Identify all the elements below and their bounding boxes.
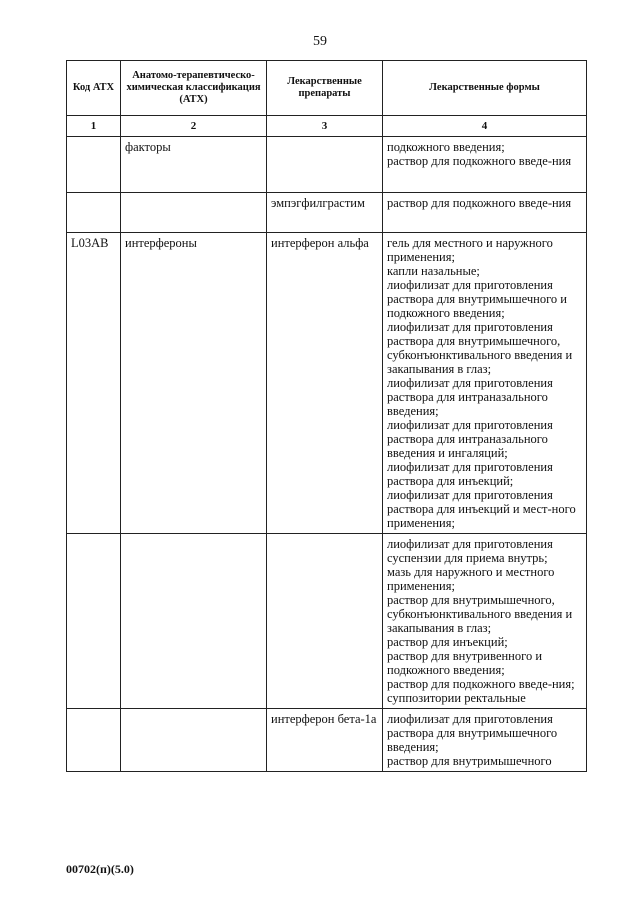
form-item: подкожного введения; <box>387 140 505 154</box>
column-number: 3 <box>267 116 383 137</box>
form-item: раствор для подкожного введе-ния <box>387 154 572 168</box>
header-drugs: Лекарственные препараты <box>267 61 383 116</box>
atx-code-cell <box>67 534 121 709</box>
table-row <box>67 137 587 193</box>
forms-cell <box>383 233 587 534</box>
drug-cell: интерферон бета-1a <box>267 709 383 772</box>
drug-cell: эмпэгфилграстим <box>267 193 383 233</box>
form-item: лиофилизат для приготовления раствора для интраназального введения; <box>387 376 553 418</box>
form-item: раствор для внутримышечного <box>387 754 552 768</box>
classification-cell <box>121 534 267 709</box>
form-item: лиофилизат для приготовления раствора для внутримышечного, субконъюнктивального введения и закапывания в глаз; <box>387 320 573 376</box>
form-item: раствор для инъекций; <box>387 635 508 649</box>
forms-cell <box>383 709 587 772</box>
form-item: лиофилизат для приготовления раствора для внутримышечного введения; <box>387 712 558 754</box>
column-number-row <box>67 116 587 137</box>
form-item: капли назальные; <box>387 264 480 278</box>
form-item: лиофилизат для приготовления раствора для инъекций и мест-ного применения; <box>387 488 576 530</box>
header-forms: Лекарственные формы <box>383 61 587 116</box>
page-number: 59 <box>313 34 327 49</box>
column-number: 4 <box>383 116 587 137</box>
forms-cell <box>383 534 587 709</box>
header-atx-code: Код АТХ <box>67 61 121 116</box>
atx-code-cell <box>67 709 121 772</box>
drug-cell: интерферон альфа <box>267 233 383 534</box>
classification-cell <box>121 709 267 772</box>
atx-table <box>66 60 587 772</box>
table-row <box>67 709 587 772</box>
document-code-footer: 00702(п)(5.0) <box>66 862 134 876</box>
classification-cell: интерфероны <box>121 233 267 534</box>
form-item: раствор для внутривенного и подкожного введения; <box>387 649 543 677</box>
form-item: лиофилизат для приготовления суспензии для приема внутрь; <box>387 537 553 565</box>
form-item: раствор для подкожного введе-ния; <box>387 677 575 691</box>
atx-code-cell <box>67 193 121 233</box>
atx-code-cell <box>67 137 121 193</box>
header-classification: Анатомо-терапевтическо-химическая классификация (АТХ) <box>121 61 267 116</box>
form-item: раствор для внутримышечного, субконъюнктивального введения и закапывания в глаз; <box>387 593 573 635</box>
column-number: 1 <box>67 116 121 137</box>
table-row <box>67 233 587 534</box>
form-item: гель для местного и наружного применения; <box>387 236 553 264</box>
table-header-row <box>67 61 587 116</box>
drug-cell <box>267 137 383 193</box>
table-row <box>67 193 587 233</box>
forms-cell <box>383 137 587 193</box>
form-item: суппозитории ректальные <box>387 691 526 705</box>
drug-cell <box>267 534 383 709</box>
form-item: лиофилизат для приготовления раствора для инъекций; <box>387 460 553 488</box>
atx-code-cell: L03AB <box>67 233 121 534</box>
form-item: лиофилизат для приготовления раствора для интраназального введения и ингаляций; <box>387 418 553 460</box>
form-item: лиофилизат для приготовления раствора для внутримышечного и подкожного введения; <box>387 278 567 320</box>
classification-cell: факторы <box>121 137 267 193</box>
table-row <box>67 534 587 709</box>
column-number: 2 <box>121 116 267 137</box>
form-item: мазь для наружного и местного применения; <box>387 565 555 593</box>
classification-cell <box>121 193 267 233</box>
form-item: раствор для подкожного введе-ния <box>387 196 572 210</box>
forms-cell <box>383 193 587 233</box>
